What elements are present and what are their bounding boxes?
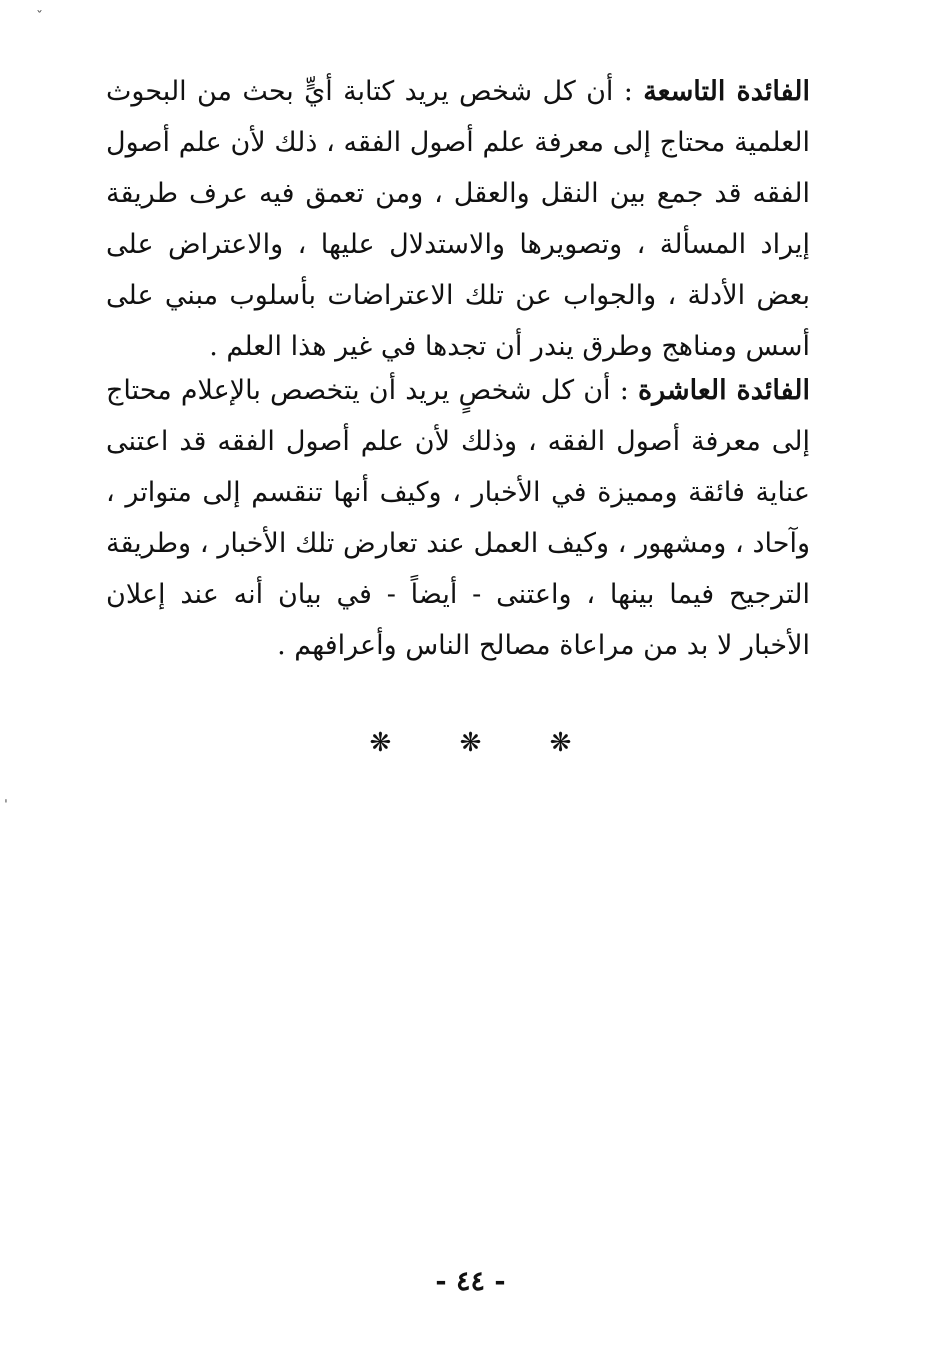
asterism-icon: ❋ — [549, 728, 572, 758]
page-number: - ٤٤ - — [435, 1266, 506, 1297]
paragraph-body: : أن كل شخص يريد كتابة أيٍّ بحث من البحوث العلمية محتاج إلى معرفة علم أصول الفقه ، ذلك لأن علم أصول الفقه قد جمع بين النقل والعقل ، ومن تعمق فيه عرف طريقة إيراد المسألة ، وتصويرها والاستدلال عليها ، والاعتراض على بعض الأدلة ، والجواب عن تلك الاعتراضات بأسلوب مبني على أسس ومناهج وطرق يندر أن تجدها في غير هذا العلم . — [106, 76, 810, 362]
asterism-icon: ❋ — [459, 728, 482, 758]
scan-mark: ˌ — [4, 789, 8, 805]
paragraph-ninth-benefit — [106, 66, 810, 372]
paragraph-term: الفائدة التاسعة — [643, 76, 810, 107]
section-divider — [0, 728, 941, 758]
asterism-icon: ❋ — [369, 728, 392, 758]
paragraph-tenth-benefit — [106, 365, 810, 671]
scan-mark: ˇ — [36, 9, 43, 25]
paragraph-term: الفائدة العاشرة — [637, 375, 810, 406]
paragraph-body: : أن كل شخصٍ يريد أن يتخصص بالإعلام محتاج إلى معرفة أصول الفقه ، وذلك لأن علم أصول الفقه قد اعتنى عناية فائقة ومميزة في الأخبار ، وكيف أنها تنقسم إلى متواتر ، وآحاد ، ومشهور ، وكيف العمل عند تعارض تلك الأخبار ، وطريقة الترجيح فيما بينها ، واعتنى - أيضاً - في بيان أنه عند إعلان الأخبار لا بد من مراعاة مصالح الناس وأعرافهم . — [106, 375, 810, 661]
